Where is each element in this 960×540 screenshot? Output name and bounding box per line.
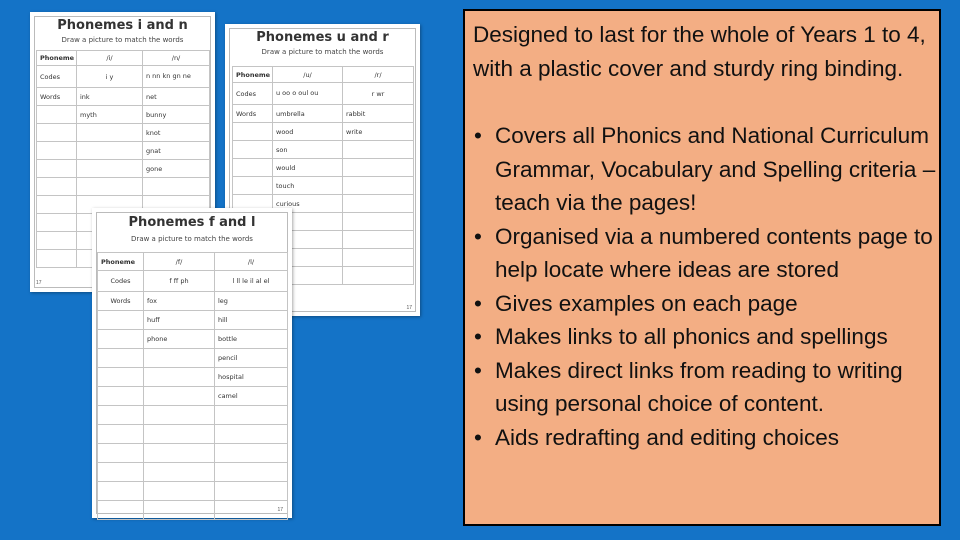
table-cell [233, 177, 273, 195]
table-cell [144, 387, 215, 406]
list-item [473, 320, 941, 354]
table-row [98, 311, 288, 330]
table-cell: curious [273, 195, 343, 213]
table-cell: huff [144, 311, 215, 330]
table-cell [215, 406, 288, 425]
table-cell: u oo o oul ou [273, 83, 343, 105]
table-cell [233, 123, 273, 141]
table-cell [98, 482, 144, 501]
table-cell: net [143, 88, 210, 106]
table-cell [143, 178, 210, 196]
table-cell: leg [215, 292, 288, 311]
table-row [98, 463, 288, 482]
table-cell [215, 425, 288, 444]
table-cell: Codes [37, 66, 77, 88]
table-row [98, 482, 288, 501]
table-cell [343, 141, 414, 159]
table-cell: hill [215, 311, 288, 330]
table-row [98, 444, 288, 463]
table-cell: fox [144, 292, 215, 311]
table-cell [37, 250, 77, 268]
table-cell: /f/ [144, 253, 215, 271]
table-cell [144, 501, 215, 520]
table-row [37, 66, 210, 88]
table-cell [37, 214, 77, 232]
table-cell: would [273, 159, 343, 177]
table-row [98, 253, 288, 271]
table-cell: Words [233, 105, 273, 123]
table-cell: /u/ [273, 67, 343, 83]
table-cell [98, 425, 144, 444]
worksheet-title: Phonemes u and r [256, 30, 389, 45]
table-cell: /l/ [215, 253, 288, 271]
list-item [473, 220, 941, 287]
table-cell [98, 444, 144, 463]
table-cell [37, 178, 77, 196]
table-cell [144, 482, 215, 501]
table-row [98, 330, 288, 349]
table-cell [343, 177, 414, 195]
table-cell: bottle [215, 330, 288, 349]
table-cell [98, 311, 144, 330]
table-cell [343, 213, 414, 231]
table-cell [343, 231, 414, 249]
table-row [233, 177, 414, 195]
table-cell [215, 444, 288, 463]
table-cell: bunny [143, 106, 210, 124]
table-cell: Words [98, 292, 144, 311]
table-cell [77, 124, 143, 142]
table-row [233, 123, 414, 141]
table-cell [144, 349, 215, 368]
worksheet-title: Phonemes f and l [128, 215, 256, 230]
table-row [37, 160, 210, 178]
table-cell [98, 406, 144, 425]
table-cell [37, 142, 77, 160]
list-item [473, 287, 941, 321]
table-cell [98, 463, 144, 482]
table-row [233, 141, 414, 159]
list-item-text: Organised via a numbered contents page to help locate where ideas are stored [495, 223, 933, 282]
list-item-text: Gives examples on each page [495, 290, 798, 316]
bullet-icon: • [474, 123, 482, 148]
table-cell: pencil [215, 349, 288, 368]
table-cell [98, 368, 144, 387]
table-cell: i y [77, 66, 143, 88]
table-cell: ink [77, 88, 143, 106]
table-cell: hospital [215, 368, 288, 387]
table-cell [37, 160, 77, 178]
table-row [37, 106, 210, 124]
list-item [473, 119, 941, 220]
table-row [98, 406, 288, 425]
list-item-text: Covers all Phonics and National Curriculum Grammar, Vocabulary and Spelling criteria – teach via the pages! [495, 123, 936, 215]
table-row [37, 124, 210, 142]
table-cell [343, 267, 414, 285]
table-cell [98, 501, 144, 520]
table-cell: Words [37, 88, 77, 106]
worksheet-title: Phonemes i and n [57, 18, 188, 33]
table-cell [144, 368, 215, 387]
table-cell: r wr [343, 83, 414, 105]
bullet-icon: • [474, 290, 482, 316]
table-cell [37, 196, 77, 214]
worksheet-f-and-l [92, 208, 292, 518]
table-row [37, 88, 210, 106]
table-cell [37, 232, 77, 250]
table-cell [77, 142, 143, 160]
table-cell: wood [273, 123, 343, 141]
table-cell [144, 463, 215, 482]
list-item [473, 354, 941, 421]
table-cell [215, 463, 288, 482]
list-item-text: Aids redrafting and editing choices [495, 424, 839, 450]
table-cell [343, 159, 414, 177]
page-number: 17 [277, 507, 283, 513]
table-row [98, 501, 288, 520]
table-cell [215, 482, 288, 501]
worksheet-subtitle: Draw a picture to match the words [131, 235, 253, 243]
table-cell: rabbit [343, 105, 414, 123]
table-cell [37, 124, 77, 142]
table-row [98, 292, 288, 311]
table-cell [98, 330, 144, 349]
table-cell: /n/ [143, 51, 210, 66]
table-row [233, 105, 414, 123]
list-item [473, 421, 941, 455]
table-row [98, 387, 288, 406]
table-row [98, 271, 288, 292]
table-cell: gone [143, 160, 210, 178]
table-row [98, 349, 288, 368]
phoneme-table [97, 252, 288, 520]
table-row [233, 67, 414, 83]
table-cell [144, 444, 215, 463]
feature-list [473, 119, 941, 454]
table-cell: son [273, 141, 343, 159]
table-cell [98, 349, 144, 368]
page-number: 17 [406, 305, 412, 311]
table-cell [233, 141, 273, 159]
table-cell: Codes [233, 83, 273, 105]
table-cell [343, 195, 414, 213]
bullet-icon: • [474, 223, 482, 249]
table-cell: umbrella [273, 105, 343, 123]
table-cell [77, 178, 143, 196]
list-item-text: Makes direct links from reading to writing using personal choice of content. [495, 357, 903, 416]
table-cell: touch [273, 177, 343, 195]
table-cell: Phoneme [37, 51, 77, 66]
worksheet-subtitle: Draw a picture to match the words [261, 48, 384, 56]
table-cell: /i/ [77, 51, 143, 66]
intro-text: Designed to last for the whole of Years 1 to 4, with a plastic cover and sturdy ring binding. [473, 22, 926, 81]
table-row [233, 159, 414, 177]
table-cell [343, 249, 414, 267]
table-cell [144, 425, 215, 444]
table-cell: /r/ [343, 67, 414, 83]
table-cell: gnat [143, 142, 210, 160]
worksheet-subtitle: Draw a picture to match the words [61, 36, 184, 44]
description-box [463, 9, 941, 526]
table-cell: Codes [98, 271, 144, 292]
table-cell: phone [144, 330, 215, 349]
table-row [233, 83, 414, 105]
table-row [98, 368, 288, 387]
page-number: 17 [36, 280, 42, 286]
table-row [37, 142, 210, 160]
table-row [37, 51, 210, 66]
table-cell: l ll le il al el [215, 271, 288, 292]
table-cell [37, 106, 77, 124]
table-cell: Phoneme [233, 67, 273, 83]
table-cell [98, 387, 144, 406]
table-cell [233, 159, 273, 177]
table-cell: Phoneme [98, 253, 144, 271]
table-cell: n nn kn gn ne [143, 66, 210, 88]
table-row [98, 425, 288, 444]
table-cell: f ff ph [144, 271, 215, 292]
table-cell: write [343, 123, 414, 141]
table-cell: camel [215, 387, 288, 406]
table-cell: knot [143, 124, 210, 142]
table-cell [144, 406, 215, 425]
table-row [37, 178, 210, 196]
table-cell: myth [77, 106, 143, 124]
table-cell [77, 160, 143, 178]
bullet-icon: • [474, 424, 482, 450]
bullet-icon: • [474, 324, 482, 349]
list-item-text: Makes links to all phonics and spellings [495, 324, 888, 349]
bullet-icon: • [474, 357, 482, 383]
